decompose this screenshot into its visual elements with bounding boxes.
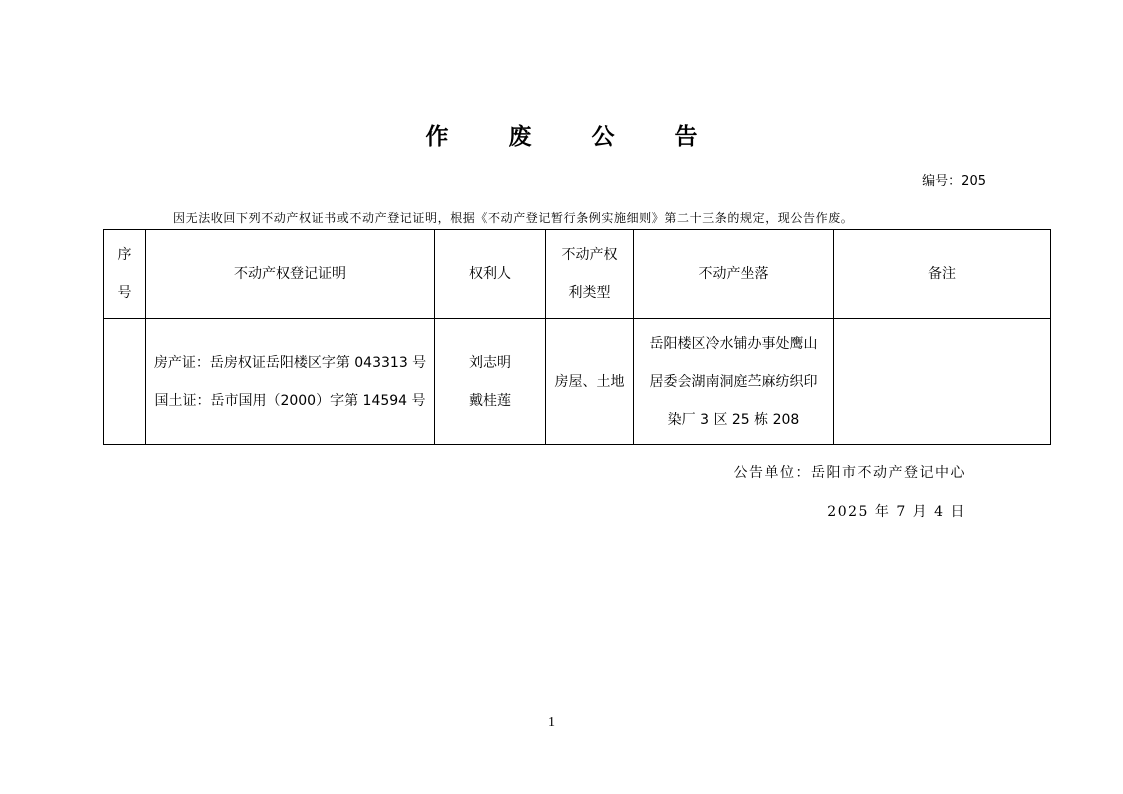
header-certificate: 不动产权登记证明 [146,230,435,319]
header-location: 不动产坐落 [634,230,834,319]
house-certificate: 房产证：岳房权证岳阳楼区字第 043313 号 [153,354,427,371]
table-header-row [104,230,1051,319]
table-row [104,319,1051,445]
voided-certificates-table [103,229,1051,445]
holder-name: 戴桂莲 [469,392,511,409]
header-right-type: 不动产权 利类型 [546,230,634,319]
issuing-unit: 公告单位：岳阳市不动产登记中心 [733,465,966,481]
holder-name: 刘志明 [469,354,511,371]
cell-right-type: 房屋、土地 [546,319,634,445]
land-certificate: 国土证：岳市国用（2000）字第 14594 号 [154,392,426,409]
cell-holder [435,319,546,445]
cell-location: 岳阳楼区冷水铺办事处鹰山 居委会湖南洞庭苎麻纺织印 染厂 3 区 25 栋 208 [634,319,834,445]
cell-certificate [146,319,435,445]
serial-number: 编号：205 [922,174,986,189]
cell-remark [834,319,1051,445]
notice-date: 2025 年 7 月 4 日 [827,504,966,520]
notice-intro: 因无法收回下列不动产权证书或不动产登记证明，根据《不动产登记暂行条例实施细则》第二十三条的规定，现公告作废。 [173,211,854,225]
page-number: 1 [548,715,555,730]
cell-index [104,319,146,445]
header-holder: 权利人 [435,230,546,319]
header-index: 序 号 [104,230,146,319]
header-remark: 备注 [834,230,1051,319]
notice-title: 作 废 公 告 [425,124,724,150]
